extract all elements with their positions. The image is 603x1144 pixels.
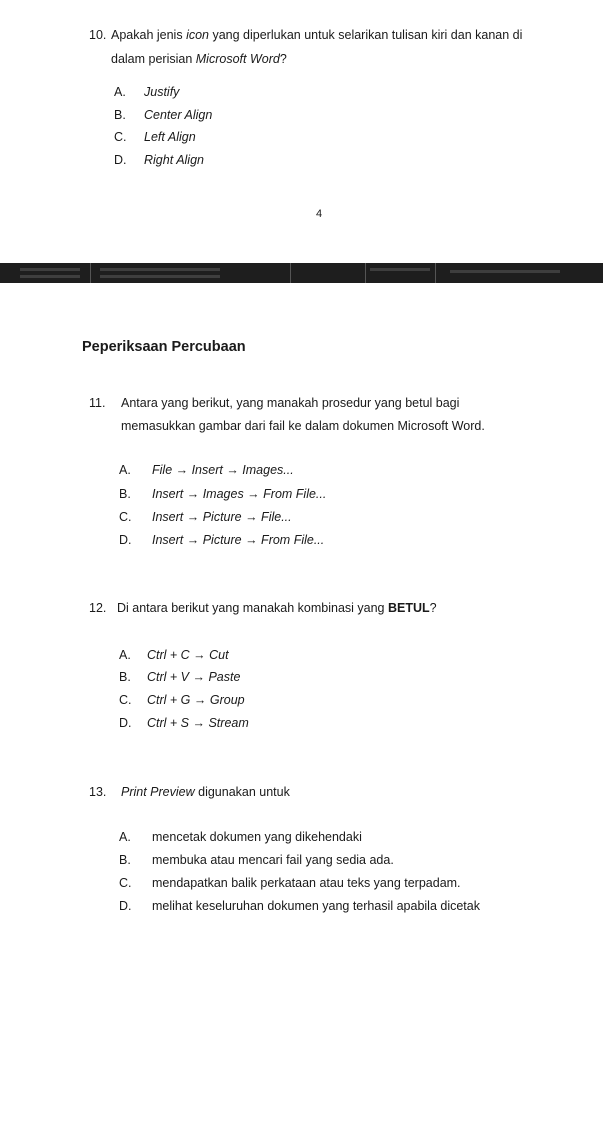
question-10-line-1: Apakah jenis icon yang diperlukan untuk selarikan tulisan kiri dan kanan di bbox=[111, 28, 523, 42]
option-d: D. bbox=[119, 899, 132, 913]
option-a-text: mencetak dokumen yang dikehendaki bbox=[152, 830, 362, 844]
option-c: C. bbox=[119, 876, 132, 890]
question-11-line-2: memasukkan gambar dari fail ke dalam dokumen Microsoft Word. bbox=[121, 419, 485, 433]
question-10 bbox=[89, 28, 106, 42]
option-c: C. bbox=[119, 510, 132, 524]
option-c-text: mendapatkan balik perkataan atau teks yang terpadam. bbox=[152, 876, 461, 890]
option-b-text: Ctrl + V → Paste bbox=[147, 670, 241, 684]
option-a: A. bbox=[114, 85, 126, 99]
option-d-text: Ctrl + S → Stream bbox=[147, 716, 249, 730]
option-a-text: Justify bbox=[144, 85, 180, 99]
question-11-line-1: Antara yang berikut, yang manakah prosedur yang betul bagi bbox=[121, 396, 460, 410]
option-b: B. bbox=[119, 670, 131, 684]
option-a: A. bbox=[119, 463, 131, 477]
question-11-number: 11. bbox=[89, 396, 106, 410]
section-title: Peperiksaan Percubaan bbox=[82, 339, 246, 355]
option-d: D. bbox=[119, 716, 132, 730]
option-b-text: membuka atau mencari fail yang sedia ada. bbox=[152, 853, 394, 867]
option-b-text: Insert → Images → From File... bbox=[152, 487, 327, 501]
option-b-text: Center Align bbox=[144, 108, 213, 122]
option-d-text: melihat keseluruhan dokumen yang terhasil apabila dicetak bbox=[152, 899, 480, 913]
option-a: A. bbox=[119, 648, 131, 662]
question-13-text: Print Preview digunakan untuk bbox=[121, 785, 290, 799]
option-c-text: Ctrl + G → Group bbox=[147, 693, 245, 707]
question-13-number: 13. bbox=[89, 785, 107, 799]
question-12-number: 12. bbox=[89, 601, 107, 615]
option-d-text: Insert → Picture → From File... bbox=[152, 533, 325, 547]
question-12-text: Di antara berikut yang manakah kombinasi yang BETUL? bbox=[117, 601, 437, 615]
option-a: A. bbox=[119, 830, 131, 844]
page-number: 4 bbox=[316, 208, 323, 220]
option-a-text: Ctrl + C → Cut bbox=[147, 648, 229, 662]
question-10-line-2: dalam perisian Microsoft Word? bbox=[111, 52, 287, 66]
page-divider-band bbox=[0, 263, 603, 283]
option-b: B. bbox=[119, 853, 131, 867]
option-b: B. bbox=[119, 487, 131, 501]
option-c-text: Left Align bbox=[144, 130, 196, 144]
option-c: C. bbox=[119, 693, 132, 707]
option-b: B. bbox=[114, 108, 126, 122]
option-c-text: Insert → Picture → File... bbox=[152, 510, 292, 524]
option-d-text: Right Align bbox=[144, 153, 204, 167]
question-number: 10. bbox=[89, 28, 107, 42]
option-d: D. bbox=[119, 533, 132, 547]
option-a-text: File → Insert → Images... bbox=[152, 463, 294, 477]
option-d: D. bbox=[114, 153, 127, 167]
option-c: C. bbox=[114, 130, 127, 144]
